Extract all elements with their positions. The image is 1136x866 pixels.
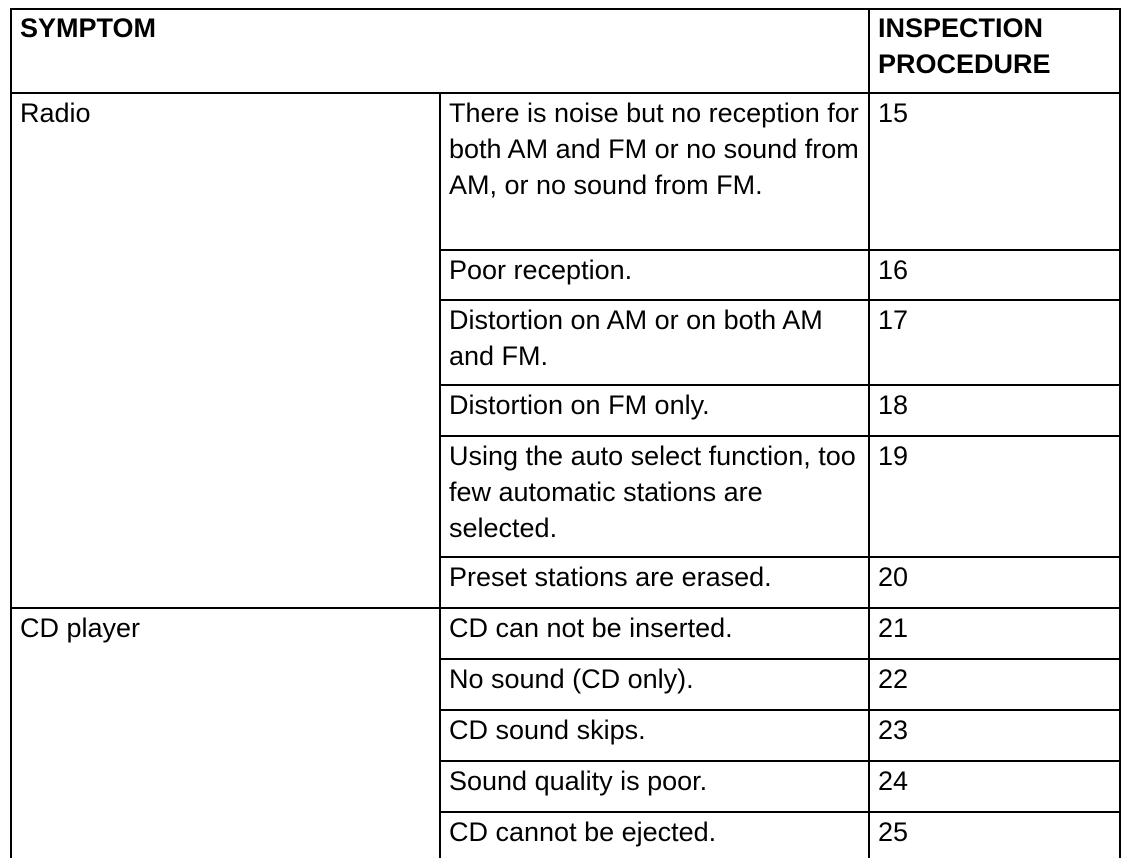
- symptom-header: SYMPTOM: [11, 9, 869, 93]
- symptom-cell: CD can not be inserted.: [440, 608, 869, 659]
- inspection-procedure-header: INSPECTION PROCEDURE: [869, 9, 1120, 93]
- procedure-cell: 25: [869, 812, 1120, 858]
- procedure-cell: 18: [869, 385, 1120, 436]
- procedure-cell: 21: [869, 608, 1120, 659]
- procedure-cell: 24: [869, 761, 1120, 812]
- symptom-cell: Distortion on AM or on both AM and FM.: [440, 300, 869, 385]
- procedure-cell: 17: [869, 300, 1120, 385]
- category-radio: Radio: [11, 93, 440, 608]
- symptom-cell: CD cannot be ejected.: [440, 812, 869, 858]
- procedure-cell: 15: [869, 93, 1120, 250]
- procedure-cell: 19: [869, 436, 1120, 557]
- symptom-cell: Distortion on FM only.: [440, 385, 869, 436]
- symptom-cell: Using the auto select function, too few automatic stations are selected.: [440, 436, 869, 557]
- procedure-cell: 23: [869, 710, 1120, 761]
- table-header-row: [11, 9, 1120, 93]
- table-row: [11, 93, 1120, 250]
- procedure-cell: 16: [869, 250, 1120, 300]
- symptom-cell: CD sound skips.: [440, 710, 869, 761]
- symptom-table: [10, 8, 1121, 858]
- procedure-cell: 22: [869, 659, 1120, 710]
- table-row: [11, 608, 1120, 659]
- symptom-cell: Sound quality is poor.: [440, 761, 869, 812]
- symptom-cell: There is noise but no reception for both AM and FM or no sound from AM, or no sound from FM.: [440, 93, 869, 250]
- symptom-cell: Preset stations are erased.: [440, 557, 869, 608]
- category-cd-player: CD player: [11, 608, 440, 858]
- symptom-cell: No sound (CD only).: [440, 659, 869, 710]
- symptom-cell: Poor reception.: [440, 250, 869, 300]
- procedure-cell: 20: [869, 557, 1120, 608]
